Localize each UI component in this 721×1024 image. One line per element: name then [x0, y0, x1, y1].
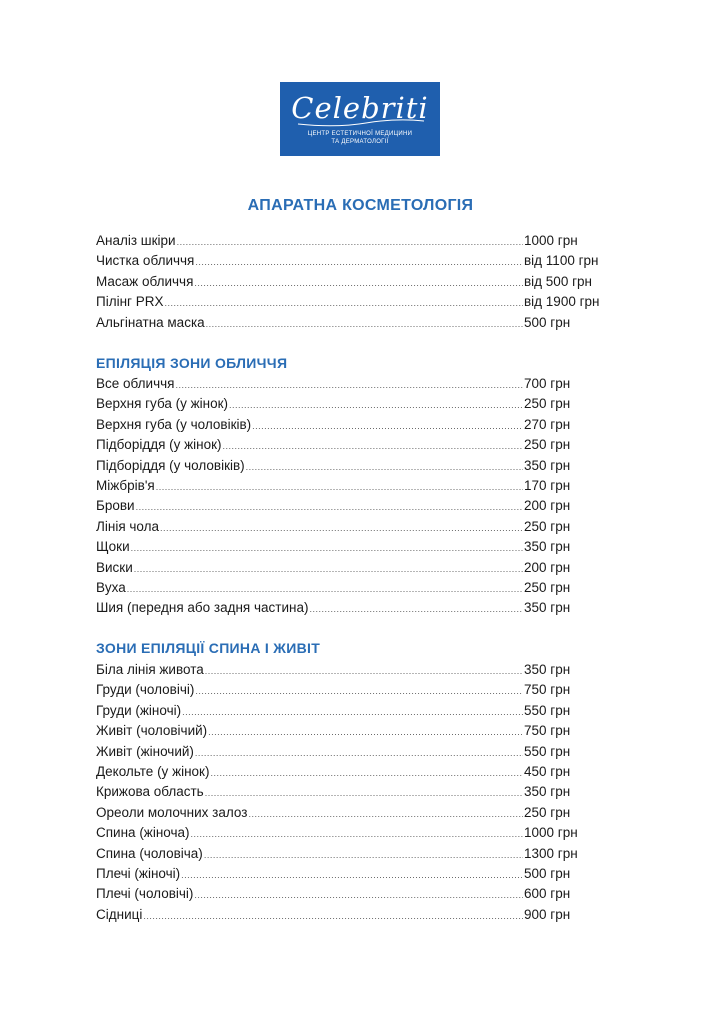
dot-leader: [208, 722, 523, 742]
service-price: 270 грн: [524, 416, 571, 432]
price-row: [96, 313, 636, 333]
service-name: Біла лінія живота: [96, 662, 204, 677]
service-price: 1000 грн: [524, 233, 578, 248]
service-name: Виски: [96, 559, 133, 575]
price-row: [96, 680, 636, 700]
dot-leader: [248, 804, 523, 824]
service-name: Чистка обличчя: [96, 253, 195, 269]
dot-leader: [204, 845, 523, 865]
service-price: 200 грн: [524, 559, 571, 575]
dot-leader: [195, 681, 523, 701]
dot-leader: [210, 763, 523, 783]
service-price: 600 грн: [524, 886, 571, 902]
service-name: Пілінг PRX: [96, 294, 164, 310]
service-name: Плечі (жіночі): [96, 865, 181, 881]
price-row: [96, 823, 636, 843]
service-price: 350 грн: [524, 539, 571, 555]
service-name: Спина (чоловіча): [96, 845, 203, 861]
service-name: Масаж обличчя: [96, 273, 194, 289]
price-row: [96, 292, 636, 312]
dot-leader: [223, 436, 523, 456]
price-row: [96, 762, 636, 782]
price-row: [96, 701, 636, 721]
price-row: [96, 803, 636, 823]
price-row: [96, 415, 636, 435]
service-name: Все обличчя: [96, 376, 175, 391]
dot-leader: [191, 824, 523, 844]
brand-logo: [280, 82, 440, 156]
dot-leader: [175, 375, 523, 395]
service-name: Крижова область: [96, 784, 204, 800]
dot-leader: [205, 783, 523, 803]
service-price: 1300 грн: [524, 845, 578, 861]
dot-leader: [246, 457, 523, 477]
dot-leader: [194, 273, 523, 293]
price-row: [96, 476, 636, 496]
dot-leader: [134, 559, 523, 579]
price-row: [96, 272, 636, 292]
service-price: 250 грн: [524, 396, 571, 412]
page-title: АПАРАТНА КОСМЕТОЛОГІЯ: [247, 197, 474, 214]
service-price: 500 грн: [524, 865, 571, 881]
service-price: 350 грн: [524, 600, 571, 616]
dot-leader: [194, 885, 523, 905]
section-heading-face-epilation: ЕПІЛЯЦІЯ ЗОНИ ОБЛИЧЧЯ: [96, 355, 288, 371]
service-price: від 1900 грн: [524, 294, 600, 310]
price-row: [96, 231, 636, 251]
price-list-apparatus: [96, 231, 636, 333]
logo-swash-icon: [296, 118, 426, 128]
service-name: Шия (передня або задня частина): [96, 600, 309, 616]
service-name: Декольте (у жінок): [96, 763, 210, 779]
logo-subtitle: [280, 130, 440, 146]
service-price: 1000 грн: [524, 825, 578, 841]
service-name: Брови: [96, 498, 135, 514]
section-heading-back-belly-epilation: ЗОНИ ЕПІЛЯЦІЇ СПИНА І ЖИВІТ: [96, 640, 321, 656]
service-name: Верхня губа (у жінок): [96, 396, 229, 412]
service-name: Груди (чоловічі): [96, 682, 195, 698]
price-row: [96, 558, 636, 578]
service-price: 170 грн: [524, 477, 571, 493]
price-row: [96, 844, 636, 864]
service-name: Груди (жіночі): [96, 702, 182, 718]
service-price: 750 грн: [524, 682, 571, 698]
dot-leader: [136, 497, 523, 517]
service-price: 250 грн: [524, 579, 571, 595]
price-row: [96, 721, 636, 741]
service-price: 450 грн: [524, 763, 571, 779]
price-row: [96, 537, 636, 557]
service-name: Живіт (жіночий): [96, 743, 194, 759]
dot-leader: [252, 416, 523, 436]
service-name: Лінія чола: [96, 518, 160, 534]
dot-leader: [182, 702, 523, 722]
service-price: 250 грн: [524, 437, 571, 453]
dot-leader: [181, 865, 523, 885]
service-price: 550 грн: [524, 702, 571, 718]
service-price: від 500 грн: [524, 273, 592, 289]
service-price: 350 грн: [524, 784, 571, 800]
price-row: [96, 742, 636, 762]
dot-leader: [309, 599, 523, 619]
service-price: 900 грн: [524, 906, 571, 922]
price-list-face-epilation: [96, 374, 636, 619]
service-price: від 1100 грн: [524, 253, 599, 269]
dot-leader: [143, 906, 523, 926]
service-name: Міжбрів'я: [96, 477, 155, 493]
service-name: Ореоли молочних залоз: [96, 804, 248, 820]
service-price: 750 грн: [524, 723, 571, 739]
price-row: [96, 394, 636, 414]
service-name: Альгінатна маска: [96, 314, 205, 330]
price-row: [96, 517, 636, 537]
service-price: 500 грн: [524, 314, 571, 330]
service-name: Підборіддя (у жінок): [96, 437, 222, 453]
service-price: 250 грн: [524, 518, 571, 534]
price-row: [96, 251, 636, 271]
logo-subtitle-line2: ТА ДЕРМАТОЛОГІЇ: [331, 139, 389, 145]
dot-leader: [177, 232, 523, 252]
price-row: [96, 598, 636, 618]
dot-leader: [164, 293, 523, 313]
dot-leader: [195, 743, 523, 763]
price-list-back-belly-epilation: [96, 660, 636, 925]
service-name: Аналіз шкіри: [96, 233, 176, 248]
logo-subtitle-line1: ЦЕНТР ЕСТЕТИЧНОЇ МЕДИЦИНИ: [307, 131, 413, 137]
dot-leader: [195, 252, 523, 272]
price-row: [96, 456, 636, 476]
price-row: [96, 374, 636, 394]
price-row: [96, 496, 636, 516]
price-row: [96, 435, 636, 455]
service-name: Підборіддя (у чоловіків): [96, 457, 245, 473]
service-name: Плечі (чоловічі): [96, 886, 194, 902]
service-name: Живіт (чоловічий): [96, 723, 208, 739]
price-row: [96, 905, 636, 925]
dot-leader: [229, 395, 523, 415]
service-name: Сідниці: [96, 906, 143, 922]
service-name: Спина (жіноча): [96, 825, 190, 841]
dot-leader: [160, 518, 523, 538]
price-row: [96, 884, 636, 904]
service-price: 200 грн: [524, 498, 571, 514]
dot-leader: [127, 579, 523, 599]
price-row: [96, 782, 636, 802]
dot-leader: [131, 538, 523, 558]
service-name: Верхня губа (у чоловіків): [96, 416, 252, 432]
logo-wordmark: Celebriti: [291, 91, 429, 125]
service-name: Щоки: [96, 539, 130, 555]
service-price: 700 грн: [524, 376, 571, 391]
service-price: 350 грн: [524, 662, 571, 677]
service-price: 550 грн: [524, 743, 571, 759]
dot-leader: [205, 661, 523, 681]
price-row: [96, 578, 636, 598]
dot-leader: [206, 314, 523, 334]
price-row: [96, 864, 636, 884]
price-row: [96, 660, 636, 680]
service-price: 350 грн: [524, 457, 571, 473]
service-price: 250 грн: [524, 804, 571, 820]
service-name: Вуха: [96, 579, 126, 595]
dot-leader: [156, 477, 523, 497]
